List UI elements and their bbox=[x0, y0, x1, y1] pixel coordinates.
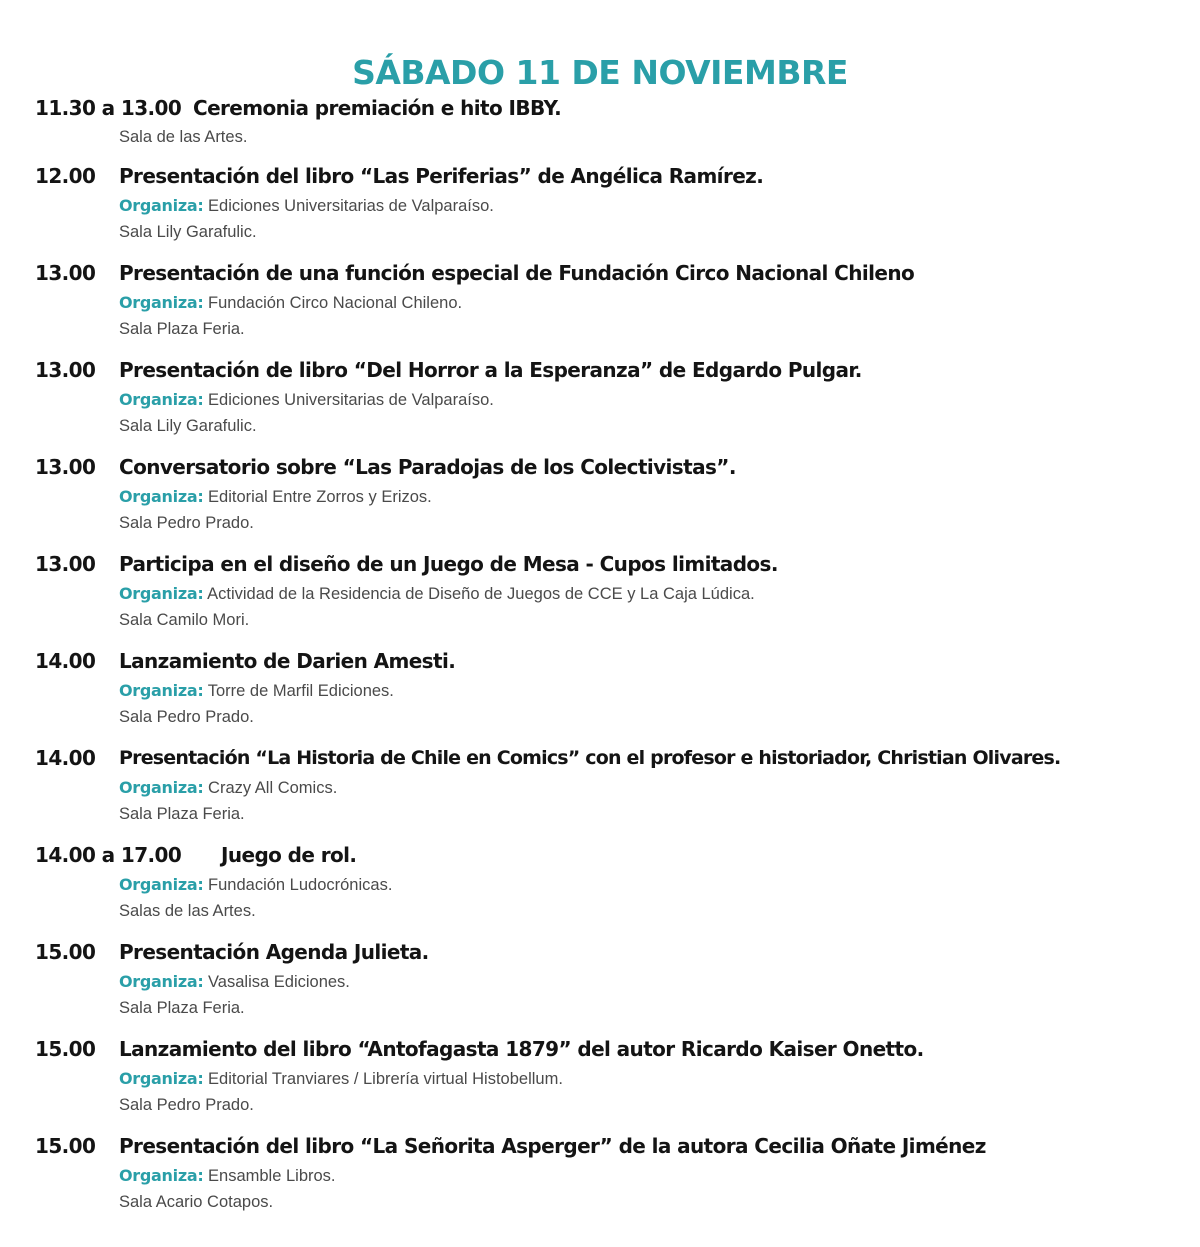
event-organizer bbox=[119, 871, 392, 899]
event-title: Presentación Agenda Julieta. bbox=[119, 940, 429, 964]
event-organizer-name: Ensamble Libros. bbox=[208, 1167, 336, 1185]
event-time: 11.30 a 13.00 bbox=[35, 96, 182, 120]
event-item bbox=[35, 255, 1195, 352]
organiza-label: Organiza: bbox=[119, 778, 204, 797]
event-title: Ceremonia premiación e hito IBBY. bbox=[193, 96, 562, 120]
event-organizer bbox=[119, 774, 337, 802]
event-venue: Sala Acario Cotapos. bbox=[119, 1193, 274, 1211]
event-organizer-name: Editorial Tranviares / Librería virtual Histobellum. bbox=[208, 1070, 563, 1088]
page-title: SÁBADO 11 DE NOVIEMBRE bbox=[352, 53, 848, 93]
event-title: Presentación del libro “Las Periferias” de Angélica Ramírez. bbox=[119, 164, 764, 188]
event-organizer bbox=[119, 677, 394, 705]
organiza-label: Organiza: bbox=[119, 487, 204, 506]
event-organizer bbox=[119, 580, 755, 608]
event-list bbox=[35, 90, 1195, 1225]
event-organizer-name: Torre de Marfil Ediciones. bbox=[207, 682, 394, 700]
event-item bbox=[35, 352, 1195, 449]
event-organizer-name: Editorial Entre Zorros y Erizos. bbox=[208, 488, 432, 506]
event-organizer-name: Vasalisa Ediciones. bbox=[208, 973, 350, 991]
event-organizer-name: Actividad de la Residencia de Diseño de Juegos de CCE y La Caja Lúdica. bbox=[207, 585, 755, 603]
organiza-label: Organiza: bbox=[119, 293, 204, 312]
organiza-label: Organiza: bbox=[119, 196, 204, 215]
event-venue: Sala Lily Garafulic. bbox=[119, 223, 257, 241]
event-item bbox=[35, 158, 1195, 255]
event-item bbox=[35, 1031, 1195, 1128]
event-time: 15.00 bbox=[35, 1134, 96, 1158]
event-time: 13.00 bbox=[35, 261, 96, 285]
organiza-label: Organiza: bbox=[119, 584, 204, 603]
event-organizer-name: Ediciones Universitarias de Valparaíso. bbox=[208, 391, 494, 409]
event-title: Conversatorio sobre “Las Paradojas de los Colectivistas”. bbox=[119, 455, 736, 479]
event-venue: Sala Plaza Feria. bbox=[119, 320, 245, 338]
event-organizer-name: Crazy All Comics. bbox=[208, 779, 338, 797]
organiza-label: Organiza: bbox=[119, 681, 204, 700]
event-organizer-name: Ediciones Universitarias de Valparaíso. bbox=[208, 197, 494, 215]
event-venue: Sala Camilo Mori. bbox=[119, 611, 250, 629]
event-venue: Sala Plaza Feria. bbox=[119, 999, 245, 1017]
event-item bbox=[35, 934, 1195, 1031]
event-title: Lanzamiento de Darien Amesti. bbox=[119, 649, 456, 673]
event-time: 13.00 bbox=[35, 552, 96, 576]
event-time: 14.00 a 17.00 bbox=[35, 843, 182, 867]
event-item bbox=[35, 643, 1195, 740]
event-item bbox=[35, 546, 1195, 643]
event-title: Juego de rol. bbox=[221, 843, 357, 867]
event-title: Lanzamiento del libro “Antofagasta 1879” del autor Ricardo Kaiser Onetto. bbox=[119, 1037, 924, 1061]
event-venue: Sala Pedro Prado. bbox=[119, 1096, 254, 1114]
event-organizer-name: Fundación Circo Nacional Chileno. bbox=[208, 294, 463, 312]
organiza-label: Organiza: bbox=[119, 875, 204, 894]
event-time: 14.00 bbox=[35, 649, 96, 673]
event-title: Presentación del libro “La Señorita Asperger” de la autora Cecilia Oñate Jiménez bbox=[119, 1134, 986, 1158]
event-organizer bbox=[119, 289, 462, 317]
event-venue: Sala Pedro Prado. bbox=[119, 514, 254, 532]
organiza-label: Organiza: bbox=[119, 972, 204, 991]
event-time: 15.00 bbox=[35, 940, 96, 964]
event-time: 14.00 bbox=[35, 746, 96, 770]
event-item bbox=[35, 740, 1195, 837]
event-title: Participa en el diseño de un Juego de Mesa - Cupos limitados. bbox=[119, 552, 778, 576]
event-title: Presentación de una función especial de Fundación Circo Nacional Chileno bbox=[119, 261, 915, 285]
event-organizer-name: Fundación Ludocrónicas. bbox=[208, 876, 393, 894]
event-organizer bbox=[119, 386, 494, 414]
event-organizer bbox=[119, 968, 350, 996]
event-organizer bbox=[119, 1065, 563, 1093]
event-time: 13.00 bbox=[35, 455, 96, 479]
event-title: Presentación “La Historia de Chile en Comics” con el profesor e historiador, Christian Olivares. bbox=[119, 747, 1061, 769]
event-item bbox=[35, 449, 1195, 546]
event-time: 15.00 bbox=[35, 1037, 96, 1061]
event-item bbox=[35, 837, 1195, 934]
event-time: 12.00 bbox=[35, 164, 96, 188]
organiza-label: Organiza: bbox=[119, 1069, 204, 1088]
event-time: 13.00 bbox=[35, 358, 96, 382]
event-organizer bbox=[119, 1162, 336, 1190]
event-organizer bbox=[119, 483, 432, 511]
event-item bbox=[35, 90, 1195, 158]
event-venue: Sala de las Artes. bbox=[119, 128, 248, 146]
event-item bbox=[35, 1128, 1195, 1225]
event-organizer bbox=[119, 192, 494, 220]
organiza-label: Organiza: bbox=[119, 1166, 204, 1185]
event-title: Presentación de libro “Del Horror a la Esperanza” de Edgardo Pulgar. bbox=[119, 358, 862, 382]
event-venue: Salas de las Artes. bbox=[119, 902, 256, 920]
event-venue: Sala Lily Garafulic. bbox=[119, 417, 257, 435]
event-venue: Sala Pedro Prado. bbox=[119, 708, 254, 726]
organiza-label: Organiza: bbox=[119, 390, 204, 409]
event-venue: Sala Plaza Feria. bbox=[119, 805, 245, 823]
